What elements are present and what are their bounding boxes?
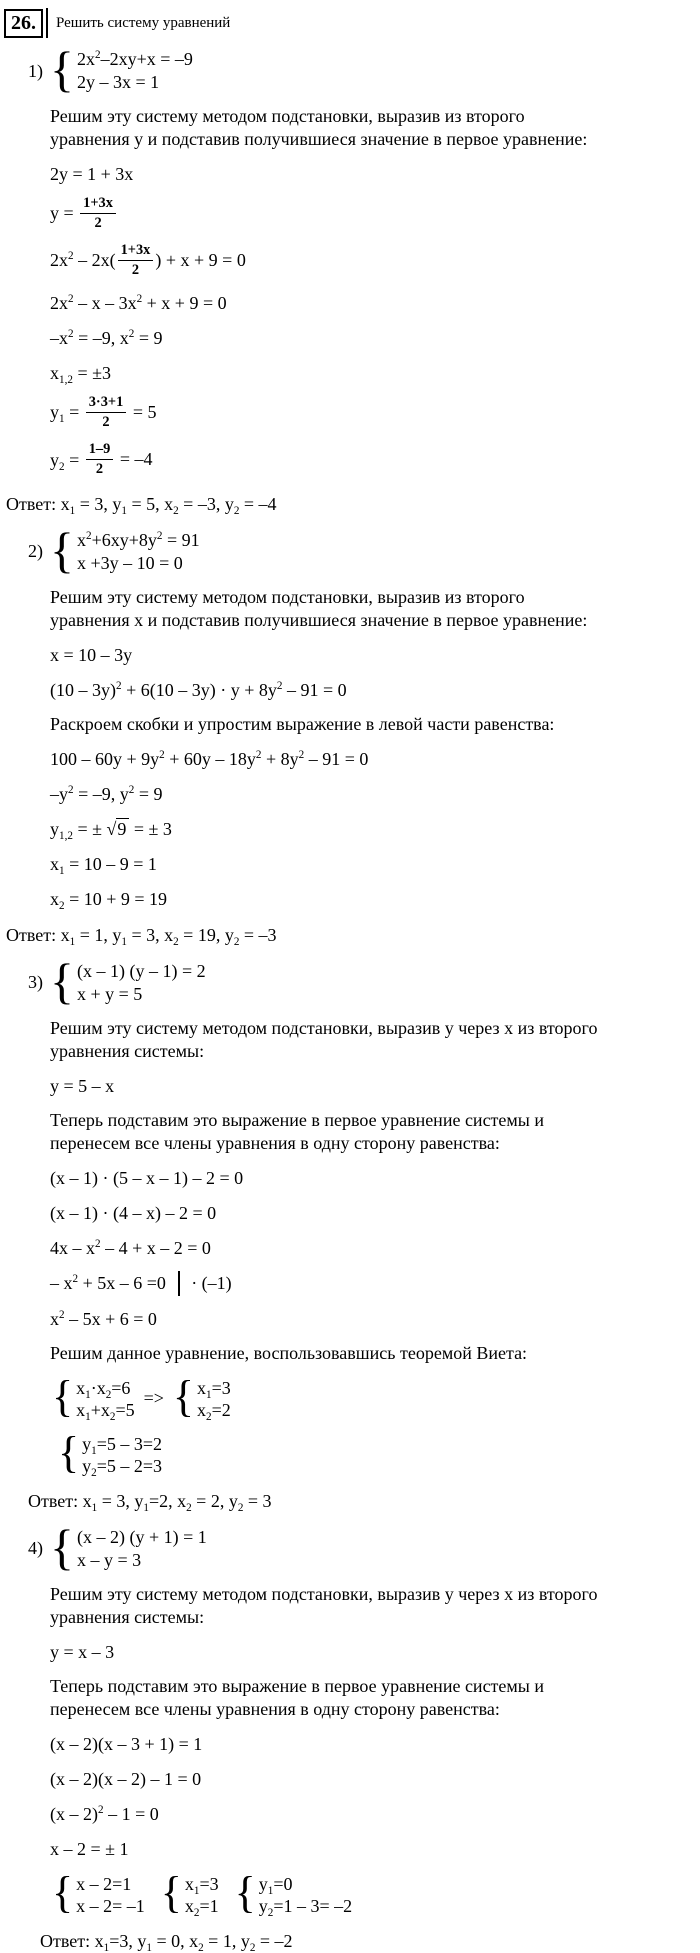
explanation-paragraph bbox=[50, 1675, 692, 1721]
section-1-system bbox=[28, 48, 692, 94]
section-3-label: 3) bbox=[28, 972, 43, 992]
explanation-paragraph bbox=[50, 713, 692, 736]
system-equation: 2y – 3x = 1 bbox=[77, 72, 160, 92]
section-2-label: 2) bbox=[28, 541, 43, 561]
equation-line: 2y = 1 + 3x bbox=[50, 164, 134, 184]
equation-line: (x – 2)(x – 3 + 1) = 1 bbox=[50, 1733, 203, 1754]
equation-line: $(10 - 3y)^2 + 6(10 - 3y) \cdot y + 8y^2 - 91 = 0$ bbox=[50, 679, 347, 700]
left-brace bbox=[50, 958, 74, 1004]
y-values-system bbox=[58, 1433, 162, 1477]
equation-line: (x – 2)(x – 2) – 1 = 0 bbox=[50, 1768, 202, 1789]
section-3-system bbox=[28, 960, 692, 1006]
system-equations bbox=[77, 1526, 207, 1572]
x-values-system bbox=[161, 1873, 219, 1917]
equation-line: $2x^2 - x - 3x^2 + x + 9 = 0$ bbox=[50, 293, 227, 314]
section-4-label: 4) bbox=[28, 1538, 43, 1558]
system-equations bbox=[76, 1873, 145, 1917]
equation-line: (x – 1) · (4 – x) – 2 = 0 bbox=[50, 1202, 217, 1223]
system-equation: $x_1\cdot x_2=6$ bbox=[76, 1377, 131, 1401]
system-equation: (x – 2) (y + 1) = 1 bbox=[77, 1526, 207, 1547]
equation-line: $y_1$ = $\frac{3\cdot 3+1}{2}$ = 5 bbox=[50, 394, 157, 430]
vieta-systems-row bbox=[52, 1377, 692, 1421]
equation-line: (x – 1) · (5 – x – 1) – 2 = 0 bbox=[50, 1167, 244, 1188]
system-equations bbox=[185, 1873, 219, 1917]
equation-line: $2x^2 - 2x$( $\frac{1+3x}{2}$ ) + x + 9 = 0 bbox=[50, 242, 246, 278]
system-equation: $x_2=2$ bbox=[197, 1399, 231, 1423]
text-line: Теперь подставим это выражение в первое уравнение системы и bbox=[50, 1675, 545, 1696]
equation-line: $-y^2 = -9$, $y^2 = 9$ bbox=[50, 783, 163, 804]
explanation-paragraph bbox=[50, 1583, 692, 1629]
answer-section-2: Ответ: $x_1 = 1$, $y_1 = 3$, $x_2 = 19$, $y_2 = -3$ bbox=[6, 924, 277, 948]
system-equation: $x_1+x_2=5$ bbox=[76, 1399, 135, 1423]
system-equation: $2x^2-2xy+x = -9$ bbox=[77, 49, 193, 69]
equation-line: $100 - 60y + 9y^2 + 60y - 18y^2 + 8y^2 - 91 = 0$ bbox=[50, 748, 369, 769]
left-brace bbox=[161, 1872, 182, 1914]
equation-line: x – 2 = ± 1 bbox=[50, 1838, 129, 1859]
text-line: Раскроем скобки и упростим выражение в левой части равенства: bbox=[50, 713, 555, 734]
explanation-paragraph bbox=[50, 1342, 692, 1365]
problem-header bbox=[4, 8, 692, 38]
system-equations bbox=[76, 1377, 134, 1421]
text-line: уравнения системы: bbox=[50, 1606, 205, 1627]
system-equation: x +3y – 10 = 0 bbox=[77, 552, 183, 573]
left-brace bbox=[50, 527, 74, 573]
left-brace bbox=[58, 1432, 79, 1474]
equation-line: $4x - x^2 - 4 + x - 2 = 0$ bbox=[50, 1237, 211, 1258]
system-equation: x + y = 5 bbox=[77, 983, 143, 1004]
equation-line: y = x – 3 bbox=[50, 1641, 115, 1662]
system-equation: $y_1=5 - 3=2$ bbox=[82, 1433, 163, 1457]
system-equation: $y_2=5 - 2=3$ bbox=[82, 1455, 163, 1479]
system-equation: x – 2=1 bbox=[76, 1873, 132, 1894]
text-line: Решим данное уравнение, воспользовавшись теоремой Виета: bbox=[50, 1342, 528, 1363]
system-equations bbox=[259, 1873, 352, 1917]
explanation-paragraph bbox=[50, 1109, 692, 1155]
equation-line: – $x^2 + 5x - 6 =0 \cdot (-1)$ bbox=[50, 1271, 692, 1296]
equation-line: x = 10 – 3y bbox=[50, 644, 133, 665]
equation-line: (x – 2)$^2$ – 1 = 0 bbox=[50, 1803, 159, 1824]
left-brace bbox=[235, 1872, 256, 1914]
text-line: перенесем все члены уравнения в одну сторону равенства: bbox=[50, 1698, 500, 1719]
y-values-system-row bbox=[58, 1433, 692, 1477]
vieta-right-system bbox=[173, 1377, 231, 1421]
section-1-label: 1) bbox=[28, 60, 43, 81]
text-line: уравнения у и подставив получившиеся значение в первое уравнение: bbox=[50, 129, 588, 149]
system-equations bbox=[197, 1377, 231, 1421]
system-equation: $y_1=0$ bbox=[258, 1873, 293, 1897]
system-equation: x – y = 3 bbox=[77, 1549, 142, 1570]
explanation-paragraph bbox=[50, 1017, 692, 1063]
explanation-paragraph bbox=[50, 105, 692, 151]
system-equation: $x_1=3$ bbox=[184, 1873, 219, 1897]
equation-line: $x_2 = 10 + 9 = 19$ bbox=[50, 888, 168, 912]
problem-number: 26. bbox=[4, 9, 43, 38]
text-line: Теперь подставим это выражение в первое уравнение системы и bbox=[50, 1109, 545, 1130]
header-divider bbox=[46, 8, 48, 38]
x-cases-system bbox=[52, 1873, 145, 1917]
y-values-system bbox=[235, 1873, 353, 1917]
equation-line: $y_{1,2}$ = ± √9 = ± 3 bbox=[50, 818, 172, 842]
left-brace bbox=[52, 1376, 73, 1418]
text-line: Решим эту систему методом подстановки, выразив из второго bbox=[50, 586, 525, 607]
equation-line: $-x^2 = -9$, $x^2 = 9$ bbox=[50, 328, 163, 349]
explanation-paragraph bbox=[50, 586, 692, 632]
final-systems-row bbox=[52, 1873, 692, 1917]
text-line: Решим эту систему методом подстановки, выразив из второго bbox=[50, 106, 525, 126]
equation-line: y = $\frac{1+3x}{2}$ bbox=[50, 197, 692, 233]
section-2-system bbox=[28, 529, 692, 575]
text-line: Решим эту систему методом подстановки, выразив у через х из второго bbox=[50, 1583, 598, 1604]
section-4-system bbox=[28, 1526, 692, 1572]
system-equation: $x_1=3$ bbox=[197, 1377, 231, 1401]
text-line: уравнения х и подставив получившиеся значение в первое уравнение: bbox=[50, 609, 588, 630]
problem-title: Решить систему уравнений bbox=[56, 14, 231, 31]
answer-section-3: Ответ: $x_1 = 3$, $y_1=2$, $x_2 = 2$, $y_2 = 3$ bbox=[28, 1490, 272, 1514]
left-brace bbox=[52, 1872, 73, 1914]
answer-section-4: Ответ: $x_1=3$, $y_1 = 0$, $x_2 = 1$, $y_2 = -2$ bbox=[40, 1930, 293, 1953]
text-line: уравнения системы: bbox=[50, 1040, 205, 1061]
equation-line: $x_{1,2} = \pm 3$ bbox=[50, 363, 111, 387]
answer-section-1: Ответ: $x_1 = 3$, $y_1 = 5$, $x_2 = -3$, $y_2 = -4$ bbox=[6, 493, 277, 517]
equation-line: y = 5 – x bbox=[50, 1075, 115, 1096]
equation-line: $y_2$ = $\frac{1-9}{2}$ = –4 bbox=[50, 441, 153, 477]
system-equations bbox=[77, 48, 193, 94]
system-equations bbox=[82, 1433, 162, 1477]
system-equation: (x – 1) (y – 1) = 2 bbox=[77, 960, 206, 981]
implies-arrow: => bbox=[143, 1388, 164, 1408]
equation-line: $x^2 - 5x + 6 = 0$ bbox=[50, 1308, 157, 1329]
left-brace bbox=[173, 1376, 194, 1418]
left-brace bbox=[50, 1524, 74, 1570]
system-equation: $x^2+6xy+8y^2 = 91$ bbox=[77, 529, 200, 550]
system-equations bbox=[77, 960, 206, 1006]
equation-line: $x_1 = 10 - 9 = 1$ bbox=[50, 853, 157, 877]
system-equations bbox=[77, 529, 200, 575]
system-equation: $x_2=1$ bbox=[184, 1895, 219, 1919]
text-line: Решим эту систему методом подстановки, выразив у через х из второго bbox=[50, 1017, 598, 1038]
left-brace bbox=[50, 46, 74, 92]
system-equation: x – 2= –1 bbox=[76, 1895, 145, 1916]
system-equation: $y_2=1 - 3= -2$ bbox=[258, 1895, 353, 1919]
text-line: перенесем все члены уравнения в одну сторону равенства: bbox=[50, 1132, 500, 1153]
vieta-left-system bbox=[52, 1377, 135, 1421]
